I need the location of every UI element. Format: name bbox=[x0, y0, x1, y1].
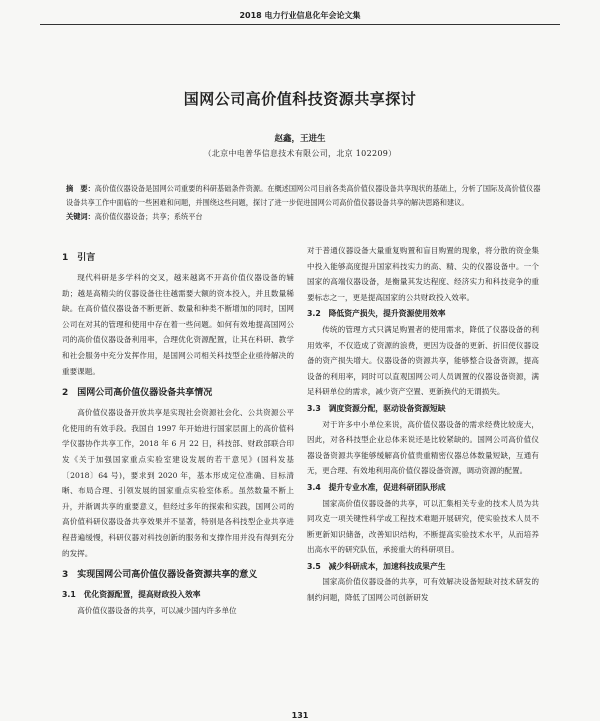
continued-paragraph: 对于普通仪器设备大量重复购置和盲目购置的现象，将分散的资金集中投入能够高度提升国家科技实力的高、精、尖的仪器设备中。一个国家的高端仪器设备，是衡量其发达程度、经济实力和科技竞争的重要标志之一，更是提高国家的公共财政投入效率。 bbox=[307, 246, 539, 302]
section-3-5-paragraph: 国家高价值仪器设备的共享，可有效解决设备短缺对技术研发的制约问题，降低了国网公司创新研发 bbox=[307, 577, 539, 603]
section-3-1-heading: 3.1 优化资源配置，提高财政投入效率 bbox=[62, 590, 201, 600]
abstract-label: 摘 要： bbox=[66, 184, 95, 193]
abstract-paragraph bbox=[66, 182, 542, 210]
section-3-1-paragraph: 高价值仪器设备的共享，可以减少国内许多单位 bbox=[77, 605, 237, 615]
abstract-text: 高价值仪器设备是国网公司重要的科研基础条件资源。在概述国网公司目前各类高价值仪器设备共享现状的基础上，分析了国际及高价值仪器设备共享工作中面临的一些困难和问题，并围绕这些问题，探讨了进一步促进国网公司高价值仪器设备共享的解决思路和建议。 bbox=[66, 184, 541, 207]
right-column bbox=[307, 243, 539, 606]
header-rule bbox=[40, 24, 560, 25]
section-3-heading: 3 实现国网公司高价值仪器设备资源共享的意义 bbox=[62, 570, 258, 581]
section-3-4-heading: 3.4 提升专业水准，促进科研团队形成 bbox=[307, 482, 446, 492]
section-1-heading: 1 引言 bbox=[62, 253, 96, 263]
keywords-label: 关键词： bbox=[66, 212, 95, 221]
section-3-2-paragraph: 传统的管理方式只满足购置者的使用需求，降低了仪器设备的利用效率，不仅造成了资源的浪费，更因为设备的更新、折旧使仪器设备的资产损失增大。仪器设备的资源共享，能够整合设备资源，提高设备的利用率，同时可以直观国网公司人员调置的仪器设备资源，满足科研单位的需求，减少资产空置、更新换代的无谓损失。 bbox=[307, 324, 539, 397]
keywords-text: 高价值仪器设备；共享；系统平台 bbox=[94, 212, 203, 221]
affiliation: （北京中电普华信息技术有限公司，北京 102209） bbox=[203, 149, 397, 158]
section-3-2-heading: 3.2 降低资产损失，提升资源使用效率 bbox=[307, 309, 446, 319]
left-column bbox=[62, 244, 294, 618]
abstract-block bbox=[66, 182, 542, 224]
section-2-heading: 2 国网公司高价值仪器设备共享情况 bbox=[62, 388, 213, 399]
section-2-paragraph: 高价值仪器设备开放共享是实现社会资源社会化、公共资源公平化使用的有效手段。我国自 1997 年开始进行国家层面上的高价值科学仪器协作共享工作，2018 年 6 月 22 日，科技部、财政部联合印发《关于加强国家重点实验室建设发展的若干意见》(国科发基〔2018〕64 号)，要求到 2020 年，基本形成定位准确、目标清晰、布局合理、引领发展的国家重点实验室体系。虽然数量不断上升，并渐调共享的重要意义，但经过多年的探索和实践，国网公司的高价值科研仪器设备共享效果并不显著，特别是各科技型企业共享进程普遍缓慢，科研仪器对科技创新的服务和支撑作用并没有得到充分的发挥。 bbox=[62, 408, 294, 558]
running-head: 2018 电力行业信息化年会论文集 bbox=[239, 11, 361, 20]
section-3-4-paragraph: 国家高价值仪器设备的共享，可以汇集相关专业的技术人员为共同攻克一项关键性科学或工程技术难题开展研究，使实验技术人员不断更新知识储备，改善知识结构，不断提高实验技术水平，从而培养出高水平的研究队伍，承接重大的科研项目。 bbox=[307, 498, 539, 555]
authors: 赵鑫，王进生 bbox=[274, 134, 326, 144]
section-3-3-paragraph: 对于许多中小单位来说，高价值仪器设备的需求经费比较庞大，因此，对各科技型企业总体来说还是比较紧缺的。国网公司高价值仪器设备资源共享能够缓解高价值贵重精密仪器总体数量短缺，互通有无，更合理、有效地利用高价值仪器设备资源，调动资源的配置。 bbox=[307, 419, 539, 476]
section-3-5-heading: 3.5 减少科研成本，加速科技成果产生 bbox=[307, 561, 446, 571]
page-number: 131 bbox=[291, 711, 309, 720]
keywords-paragraph bbox=[66, 210, 542, 224]
section-3-3-heading: 3.3 调度资源分配，驱动设备资源短缺 bbox=[307, 403, 446, 413]
section-1-paragraph: 现代科研是多学科的交叉，越来越离不开高价值仪器设备的辅助；越是高精尖的仪器设备往往越需要大额的资本投入，并且数量稀缺。在高价值仪器设备不断更新、数量和种类不断增加的同时，国网公司在对其的管理和使用中存在着一些问题。如何有效地提高国网公司的高价值仪器设备利用率，合理优化资源配置，让其在科研、教学和社会服务中充分发挥作用，是国网公司相关科技型企业亟待解决的重要课题。 bbox=[62, 273, 294, 376]
paper-title: 国网公司高价值科技资源共享探讨 bbox=[183, 90, 417, 108]
